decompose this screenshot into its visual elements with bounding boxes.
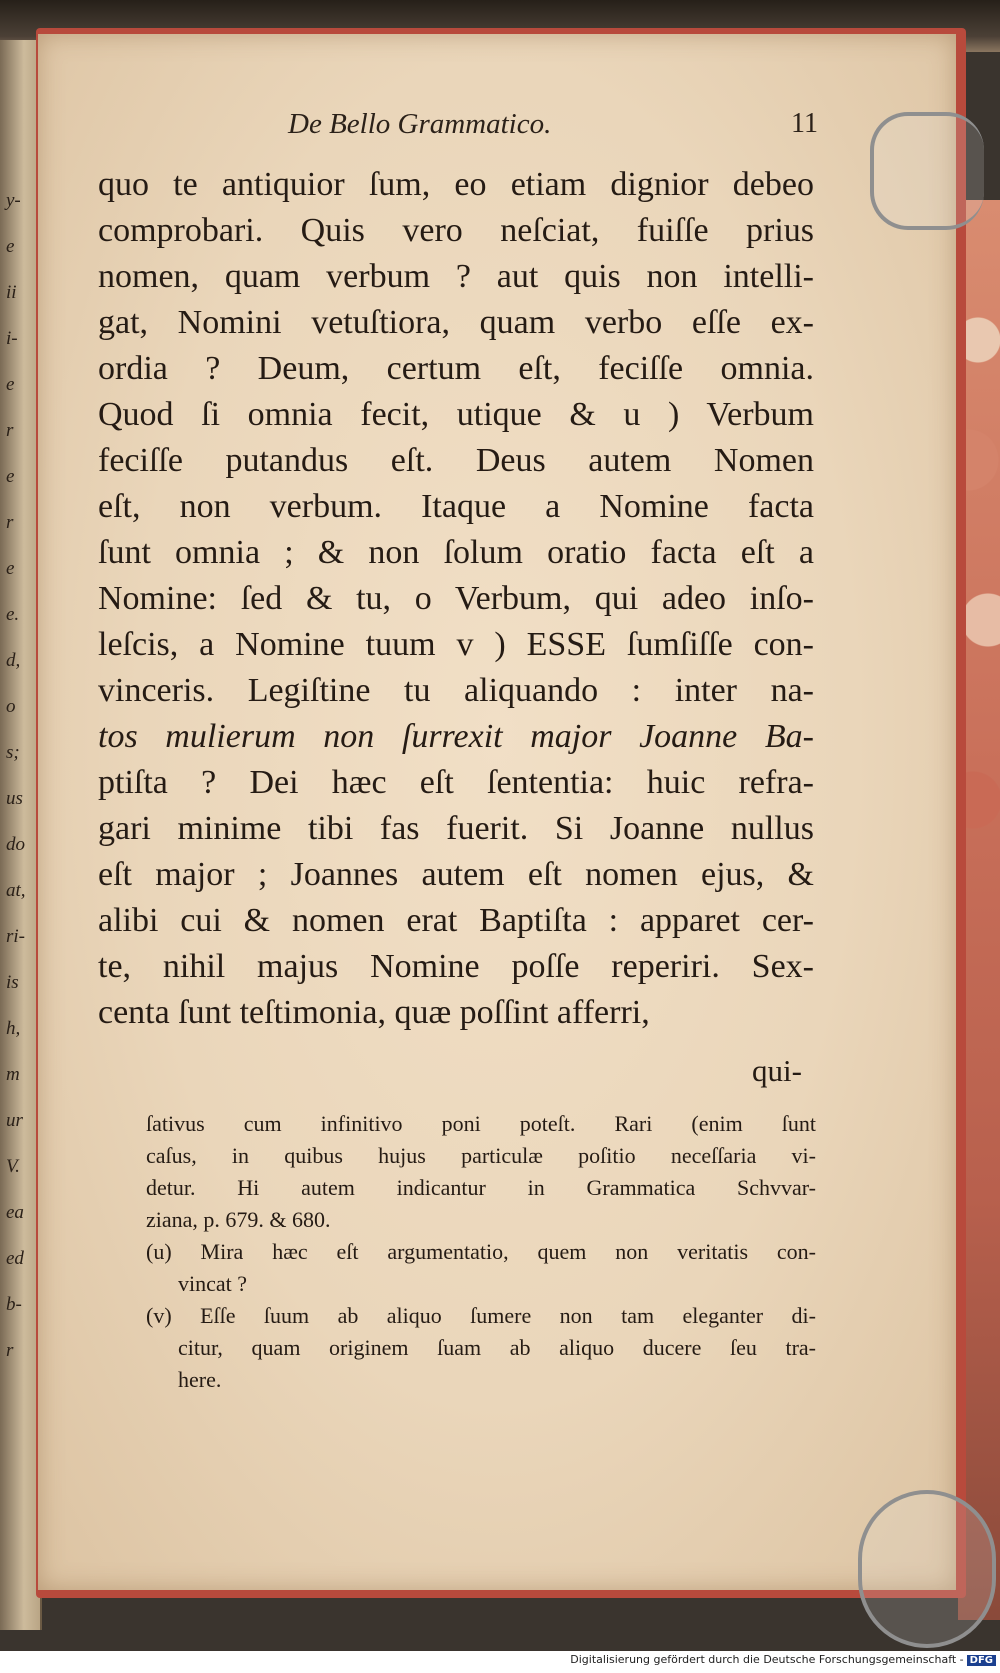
facing-page-fragment: e xyxy=(6,236,15,257)
facing-page-fragment: d, xyxy=(6,650,21,671)
footnote-line: (v) Eſſe ſuum ab aliquo ſumere non tam eleganter di- xyxy=(146,1303,816,1328)
page-clip-top xyxy=(870,112,984,230)
body-line: te, nihil majus Nomine poſſe reperiri. Sex- xyxy=(98,948,814,985)
facing-page-fragment: ea xyxy=(6,1202,24,1223)
body-line: gat, Nomini vetuſtiora, quam verbo eſſe ex- xyxy=(98,304,814,341)
running-title: De Bello Grammatico. xyxy=(288,108,552,140)
body-line: quo te antiquior ſum, eo etiam dignior debeo xyxy=(98,166,814,203)
facing-page-fragment: e xyxy=(6,466,15,487)
body-line: Quod ſi omnia fecit, utique & u ) Verbum xyxy=(98,396,814,433)
facing-page-fragment: e xyxy=(6,558,15,579)
facing-page-fragment: o xyxy=(6,696,16,717)
body-line: nomen, quam verbum ? aut quis non intelli- xyxy=(98,258,814,295)
body-line: gari minime tibi fas fuerit. Si Joanne nullus xyxy=(98,810,814,847)
footnote-line: ziana, p. 679. & 680. xyxy=(146,1207,331,1232)
credit-text: Digitalisierung gefördert durch die Deutsche Forschungsgemeinschaft - xyxy=(570,1653,964,1666)
footnote-line: here. xyxy=(178,1367,222,1392)
facing-page-fragment: r xyxy=(6,420,14,441)
facing-page-fragment: y- xyxy=(6,190,21,211)
facing-page-fragment: s; xyxy=(6,742,20,763)
facing-page-fragment: i- xyxy=(6,328,18,349)
facing-page-fragment: ri- xyxy=(6,926,25,947)
body-line: ptiſta ? Dei hæc eſt ſententia: huic refra- xyxy=(98,764,814,801)
facing-page-fragment: h, xyxy=(6,1018,21,1039)
body-line: feciſſe putandus eſt. Deus autem Nomen xyxy=(98,442,814,479)
catchword: qui- xyxy=(752,1053,802,1088)
facing-page-fragment: ed xyxy=(6,1248,24,1269)
footnote-line: citur, quam originem ſuam ab aliquo ducere ſeu tra- xyxy=(178,1335,816,1360)
page-clip-bottom xyxy=(858,1490,996,1648)
facing-page-fragment: do xyxy=(6,834,25,855)
facing-page-fragment: ur xyxy=(6,1110,23,1131)
footnote-line: (u) Mira hæc eſt argumentatio, quem non veritatis con- xyxy=(146,1239,816,1264)
credit-bar xyxy=(0,1651,1000,1673)
facing-page-fragment: e xyxy=(6,374,15,395)
dfg-logo: DFG xyxy=(967,1655,996,1666)
facing-page-fragment: ii xyxy=(6,282,17,303)
facing-page-fragment: r xyxy=(6,512,14,533)
body-line: tos mulierum non ſurrexit major Joanne Ba- xyxy=(98,718,814,755)
body-text xyxy=(98,162,814,1036)
facing-page-fragment: at, xyxy=(6,880,26,901)
facing-page-fragment: is xyxy=(6,972,19,993)
footnote-line: caſus, in quibus hujus particulæ poſitio neceſſaria vi- xyxy=(146,1143,816,1168)
body-line: eſt, non verbum. Itaque a Nomine facta xyxy=(98,488,814,525)
body-line: ordia ? Deum, certum eſt, feciſſe omnia. xyxy=(98,350,814,387)
body-line: Nomine: ſed & tu, o Verbum, qui adeo inſo- xyxy=(98,580,814,617)
facing-page-fragment: us xyxy=(6,788,23,809)
facing-page-fragment: e. xyxy=(6,604,20,625)
facing-page-fragment: m xyxy=(6,1064,20,1085)
page-number: 11 xyxy=(791,108,818,139)
footnotes xyxy=(146,1108,816,1396)
facing-page-fragment: V. xyxy=(6,1156,20,1177)
running-head xyxy=(288,108,818,148)
facing-page-fragment: b- xyxy=(6,1294,22,1315)
body-line: centa ſunt teſtimonia, quæ poſſint afferri, xyxy=(98,994,650,1031)
footnote-line: vincat ? xyxy=(178,1271,248,1296)
body-line: ſunt omnia ; & non ſolum oratio facta eſt a xyxy=(98,534,814,571)
body-line: vinceris. Legiſtine tu aliquando : inter na- xyxy=(98,672,814,709)
body-line: comprobari. Quis vero neſciat, fuiſſe prius xyxy=(98,212,814,249)
digitization-credit xyxy=(570,1653,996,1666)
facing-page-fragment: r xyxy=(6,1340,14,1361)
footnote-line: detur. Hi autem indicantur in Grammatica Schvvar- xyxy=(146,1175,816,1200)
body-line: leſcis, a Nomine tuum v ) ESSE ſumſiſſe con- xyxy=(98,626,814,663)
body-line: alibi cui & nomen erat Baptiſta : apparet cer- xyxy=(98,902,814,939)
footnote-line: ſativus cum infinitivo poni poteſt. Rari (enim ſunt xyxy=(146,1111,816,1136)
body-line: eſt major ; Joannes autem eſt nomen ejus, & xyxy=(98,856,814,893)
